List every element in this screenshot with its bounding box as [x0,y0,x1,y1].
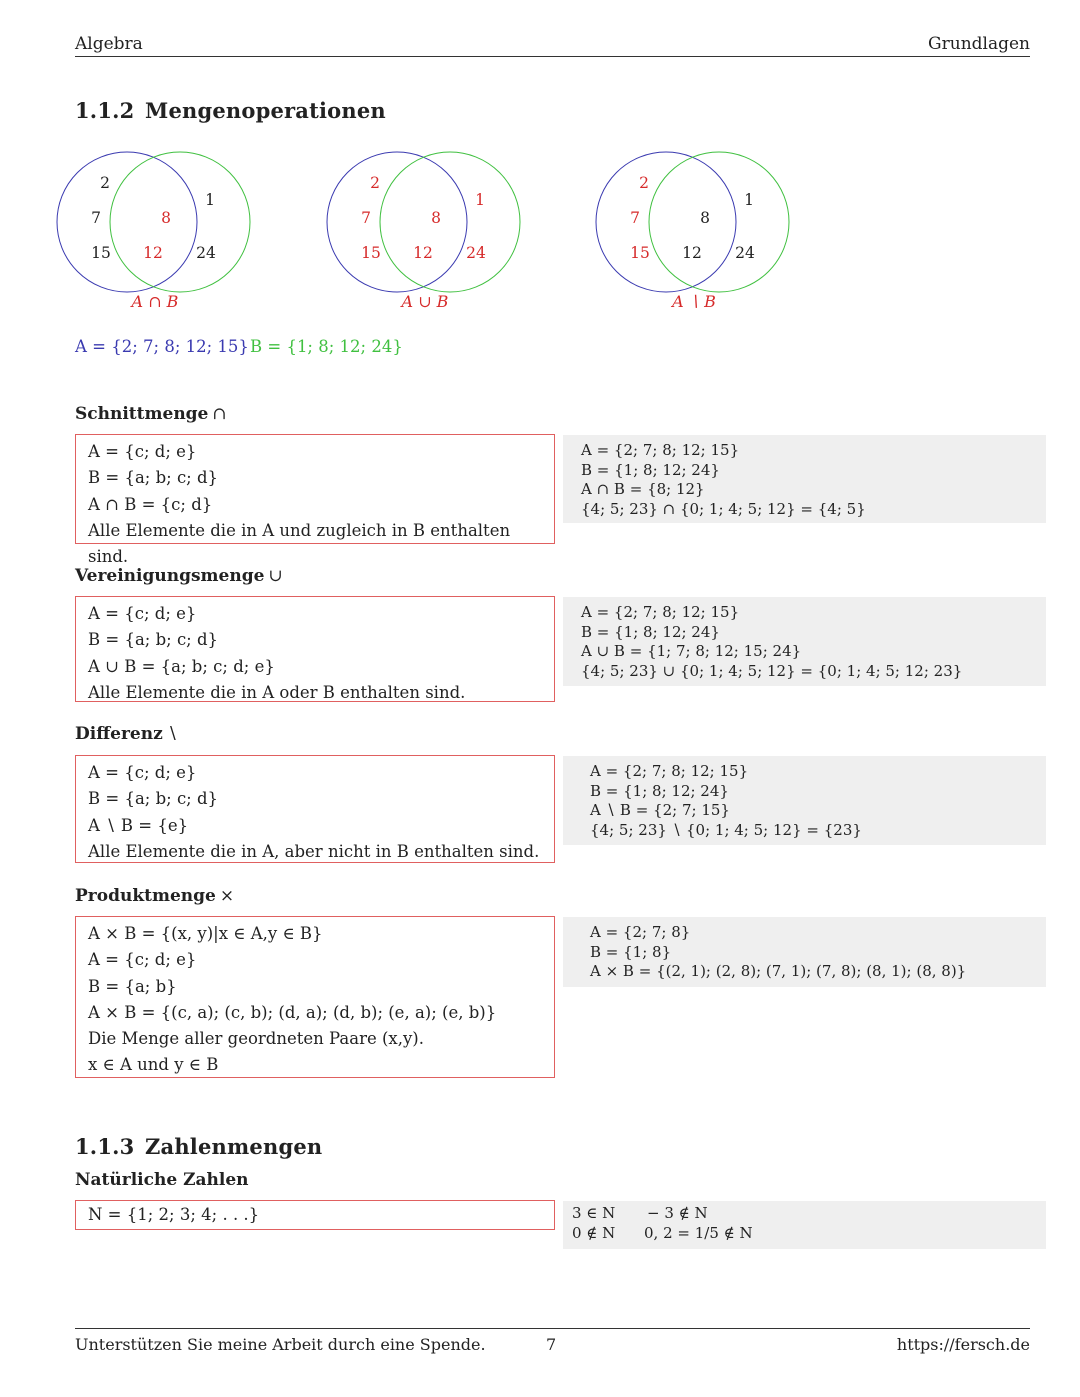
set-a-definition: A = {2; 7; 8; 12; 15} [75,337,249,356]
venn-circle-b [649,152,789,292]
product-symbol: × [219,886,235,906]
intersection-symbol: ∩ [212,404,227,424]
set-b-definition: B = {1; 8; 12; 24} [250,337,403,356]
section-heading-zahlenmengen: 1.1.3 Zahlenmengen [75,1134,323,1159]
venn-element-7: 7 [630,209,640,227]
venn-circle-b [110,152,250,292]
venn-element-24: 24 [735,244,755,262]
venn-diagram-1 [57,152,250,311]
venn-element-15: 15 [361,244,381,262]
venn-circle-a [327,152,467,292]
venn-element-12: 12 [413,244,433,262]
venn-element-1: 1 [475,191,485,209]
venn-element-24: 24 [196,244,216,262]
venn-element-7: 7 [361,209,371,227]
venn-element-2: 2 [370,174,380,192]
subheading-schnittmenge: Schnittmenge ∩ [75,404,227,424]
subheading-produktmenge: Produktmenge × [75,886,235,906]
section-heading-mengenoperationen [75,98,386,123]
venn-circle-a [57,152,197,292]
header-left: Algebra [75,34,143,54]
venn-element-24: 24 [466,244,486,262]
venn-element-15: 15 [630,244,650,262]
difference-symbol: ∖ [166,724,178,744]
footer-rule [75,1328,1030,1329]
header-right: Grundlagen [928,34,1030,54]
venn-element-12: 12 [143,244,163,262]
venn-operation-label: A ∩ B [131,292,179,311]
footer-donation-text: Unterstützen Sie meine Arbeit durch eine Spende. [75,1335,486,1354]
footer-link[interactable]: https://fersch.de [896,1335,1030,1354]
venn-element-12: 12 [682,244,702,262]
venn-diagrams [0,140,1080,320]
venn-operation-label: A ∖ B [672,292,716,311]
venn-element-8: 8 [431,209,441,227]
definition-box-produktmenge: A × B = {(x, y)|x ∈ A,y ∈ B} A = {c; d; e} B = {a; b} A × B = {(c, a); (c, b); (d, a); (d, b); (e, a); (e, b)} Die Menge aller geordneten Paare (x,y). x ∈ A und y ∈ B [75,916,555,1078]
example-box-produktmenge: A = {2; 7; 8} B = {1; 8} A × B = {(2, 1); (2, 8); (7, 1); (7, 8); (8, 1); (8, 8)} [563,917,1046,987]
example-box-vereinigungsmenge: A = {2; 7; 8; 12; 15} B = {1; 8; 12; 24} A ∪ B = {1; 7; 8; 12; 15; 24} {4; 5; 23} ∪ {0; 1; 4; 5; 12} = {0; 1; 4; 5; 12; 23} [563,597,1046,686]
venn-diagram-3 [596,152,789,311]
subheading-vereinigungsmenge: Vereinigungsmenge ∪ [75,566,283,586]
page-number: 7 [546,1335,557,1354]
subheading-natuerliche-zahlen: Natürliche Zahlen [75,1170,249,1190]
header-rule [75,56,1030,57]
section-title: Mengenoperationen [145,98,386,123]
venn-diagram-2 [327,152,520,311]
definition-box-vereinigungsmenge: A = {c; d; e} B = {a; b; c; d} A ∪ B = {a; b; c; d; e} Alle Elemente die in A oder B enthalten sind. [75,596,555,702]
section-number: 1.1.2 [75,98,135,123]
definition-box-differenz: A = {c; d; e} B = {a; b; c; d} A ∖ B = {e} Alle Elemente die in A, aber nicht in B enthalten sind. [75,755,555,863]
venn-element-1: 1 [744,191,754,209]
subheading-differenz: Differenz ∖ [75,724,178,744]
venn-circle-a [596,152,736,292]
venn-operation-label: A ∪ B [401,292,449,311]
venn-element-15: 15 [91,244,111,262]
definition-box-schnittmenge: A = {c; d; e} B = {a; b; c; d} A ∩ B = {c; d} Alle Elemente die in A und zugleich in B enthalten sind. [75,434,555,544]
venn-element-1: 1 [205,191,215,209]
venn-element-7: 7 [91,209,101,227]
venn-circle-b [380,152,520,292]
example-box-differenz: A = {2; 7; 8; 12; 15} B = {1; 8; 12; 24} A ∖ B = {2; 7; 15} {4; 5; 23} ∖ {0; 1; 4; 5; 12} = {23} [563,756,1046,845]
venn-element-2: 2 [100,174,110,192]
venn-element-2: 2 [639,174,649,192]
venn-element-8: 8 [161,209,171,227]
definition-box-natuerliche-zahlen: N = {1; 2; 3; 4; . . .} [75,1200,555,1230]
union-symbol: ∪ [268,566,283,586]
venn-row [0,140,1080,320]
example-box-natuerliche-zahlen: 3 ∈ N − 3 ∉ N 0 ∉ N 0, 2 = 1/5 ∉ N [563,1201,1046,1249]
example-box-schnittmenge: A = {2; 7; 8; 12; 15} B = {1; 8; 12; 24} A ∩ B = {8; 12} {4; 5; 23} ∩ {0; 1; 4; 5; 12} = {4; 5} [563,435,1046,523]
venn-element-8: 8 [700,209,710,227]
